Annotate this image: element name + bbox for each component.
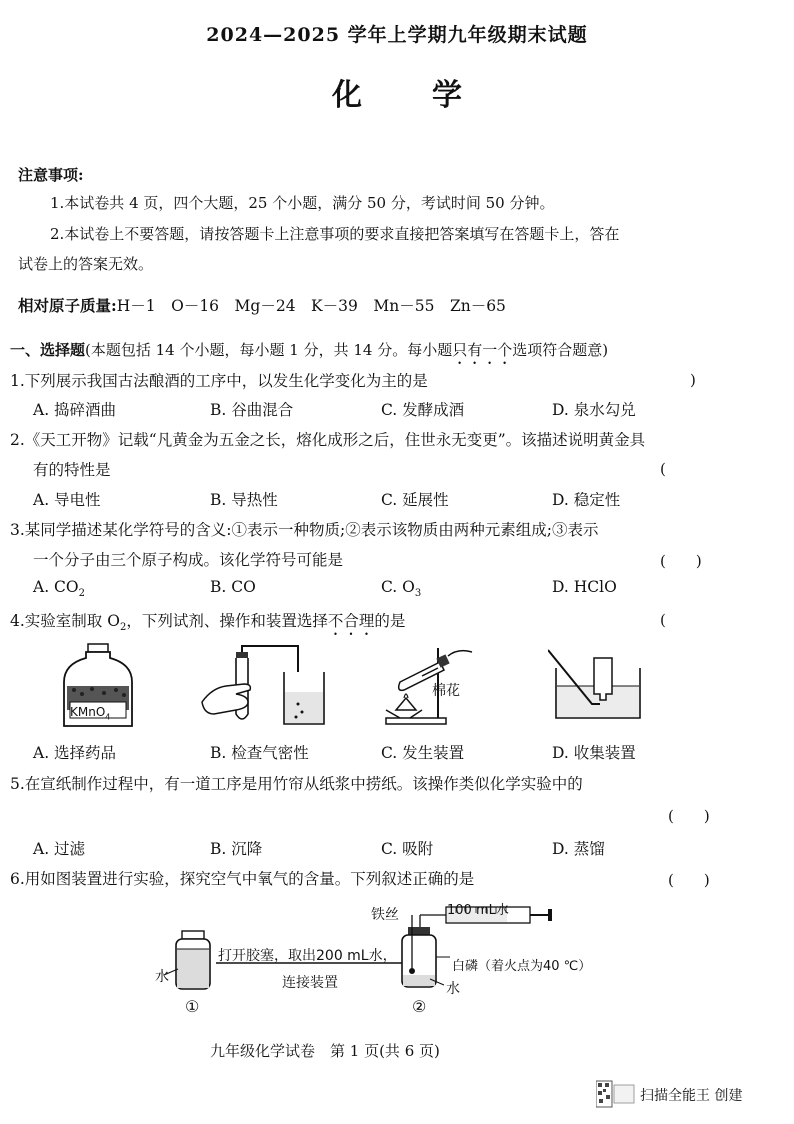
q2-answer-paren: ( — [660, 460, 666, 478]
q4-stem-pre: 4.实验室制取 O — [10, 612, 120, 630]
q3-answer-paren: ( ) — [660, 552, 702, 570]
q6-step-label-1: 打开胶塞，取出200 mL水， — [218, 948, 397, 964]
q2-option-a: A. 导电性 — [33, 491, 101, 509]
q6-circle-2: ② — [412, 997, 427, 1016]
q3-option-b: B. CO — [210, 578, 256, 596]
subject-title: 化学 — [332, 78, 532, 113]
q5-answer-paren: ( ) — [668, 807, 710, 825]
figure-airtightness-check — [198, 642, 348, 730]
q1-stem: 1.下列展示我国古法酿酒的工序中，以发生化学变化为主的是 — [10, 372, 428, 390]
section-1-desc-post: 选项符合题意) — [512, 341, 609, 359]
q4-stem-emphasis: 不合理 — [327, 612, 375, 630]
q4-option-a: A. 选择药品 — [33, 744, 117, 762]
q6-phosphorus-label: 白磷（着火点为40 ℃） — [452, 959, 592, 974]
q1-option-c: C. 发酵成酒 — [381, 401, 465, 419]
q1-answer-paren: ) — [690, 371, 696, 389]
q5-stem: 5.在宣纸制作过程中，有一道工序是用竹帘从纸浆中捞纸。该操作类似化学实验中的 — [10, 775, 583, 793]
q6-circle-1: ① — [185, 997, 200, 1016]
q5-option-b: B. 沉降 — [210, 840, 263, 858]
q4-option-d: D. 收集装置 — [552, 744, 636, 762]
q3-option-c — [381, 578, 421, 599]
section-1-desc-emphasis: 只有一个 — [452, 341, 513, 359]
q4-stem-sub: 2 — [119, 622, 127, 634]
q6-iron-wire-label: 铁丝 — [371, 907, 399, 923]
reagent-label — [70, 705, 110, 721]
q3-option-a — [33, 578, 85, 599]
notice-item-2-line-2: 试卷上的答案无效。 — [18, 255, 154, 273]
q1-option-d: D. 泉水勾兑 — [552, 401, 636, 419]
q4-option-b: B. 检查气密性 — [210, 744, 309, 762]
notice-item-2-line-1: 2.本试卷上不要答题，请按答题卡上注意事项的要求直接把答案填写在答题卡上，答在 — [50, 225, 620, 243]
scanner-logo-icon — [596, 1079, 636, 1113]
q2-option-d: D. 稳定性 — [552, 491, 621, 509]
q1-option-a: A. 捣碎酒曲 — [33, 401, 117, 419]
q4-stem — [10, 609, 405, 639]
q3-option-c-sub: 3 — [414, 588, 422, 600]
q6-answer-paren: ( ) — [668, 871, 710, 889]
notice-item-1: 1.本试卷共 4 页，四个大题，25 个小题，满分 50 分，考试时间 50 分钟。 — [50, 194, 555, 212]
section-1-heading: 一、选择题 — [10, 341, 86, 359]
atomic-mass-line — [18, 294, 506, 316]
q2-stem-line-1: 2.《天工开物》记载“凡黄金为五金之长，熔化成形之后，住世永无变更”。该描述说明黄金具 — [10, 431, 646, 449]
q4-option-c: C. 发生装置 — [381, 744, 465, 762]
reagent-label-sub: 4 — [105, 712, 111, 722]
q4-stem-post: 的是 — [374, 612, 406, 630]
figure-generation-apparatus — [378, 640, 478, 726]
q3-option-d: D. HClO — [552, 578, 617, 596]
q5-option-d: D. 蒸馏 — [552, 840, 605, 858]
atomic-mass-label: 相对原子质量: — [18, 296, 117, 315]
cotton-label: 棉花 — [432, 683, 460, 699]
section-1-desc-pre: (本题包括 14 个小题，每小题 1 分，共 14 分。每小题 — [85, 341, 453, 359]
q6-water-label-2: 水 — [446, 981, 460, 997]
atomic-mass-values: H－1 O－16 Mg－24 K－39 Mn－55 Zn－65 — [116, 297, 506, 315]
q5-option-c: C. 吸附 — [381, 840, 434, 858]
q6-water-label: 水 — [155, 969, 169, 985]
q5-option-a: A. 过滤 — [33, 840, 86, 858]
q2-stem-line-2: 有的特性是 — [33, 461, 111, 479]
q4-stem-mid: ，下列试剂、操作和装置选择 — [126, 612, 328, 630]
page-footer: 九年级化学试卷 第 1 页(共 6 页) — [210, 1042, 440, 1060]
figure-collection-apparatus — [548, 648, 648, 720]
section-1-heading-line — [10, 339, 608, 368]
q2-option-b: B. 导热性 — [210, 491, 278, 509]
notice-heading: 注意事项: — [18, 166, 84, 184]
q1-option-b: B. 谷曲混合 — [210, 401, 294, 419]
q6-stem: 6.用如图装置进行实验，探究空气中氧气的含量。下列叙述正确的是 — [10, 870, 475, 888]
q6-step-label-2: 连接装置 — [282, 975, 338, 991]
reagent-label-text: KMnO — [70, 705, 106, 719]
q2-option-c: C. 延展性 — [381, 491, 449, 509]
exam-title: 2024—2025 学年上学期九年级期末试题 — [206, 24, 588, 46]
q3-stem-line-1: 3.某同学描述某化学符号的含义:①表示一种物质;②表示该物质由两种元素组成;③表示 — [10, 521, 599, 539]
q3-stem-line-2: 一个分子由三个原子构成。该化学符号可能是 — [33, 551, 344, 569]
q3-option-c-text: C. O — [381, 578, 415, 596]
q6-syringe-label: 100 mL水 — [447, 903, 509, 918]
q4-answer-paren: ( — [660, 611, 666, 629]
q3-option-a-text: A. CO — [33, 578, 79, 596]
q3-option-a-sub: 2 — [78, 588, 85, 600]
scanner-brand-text: 扫描全能王 创建 — [640, 1088, 743, 1104]
